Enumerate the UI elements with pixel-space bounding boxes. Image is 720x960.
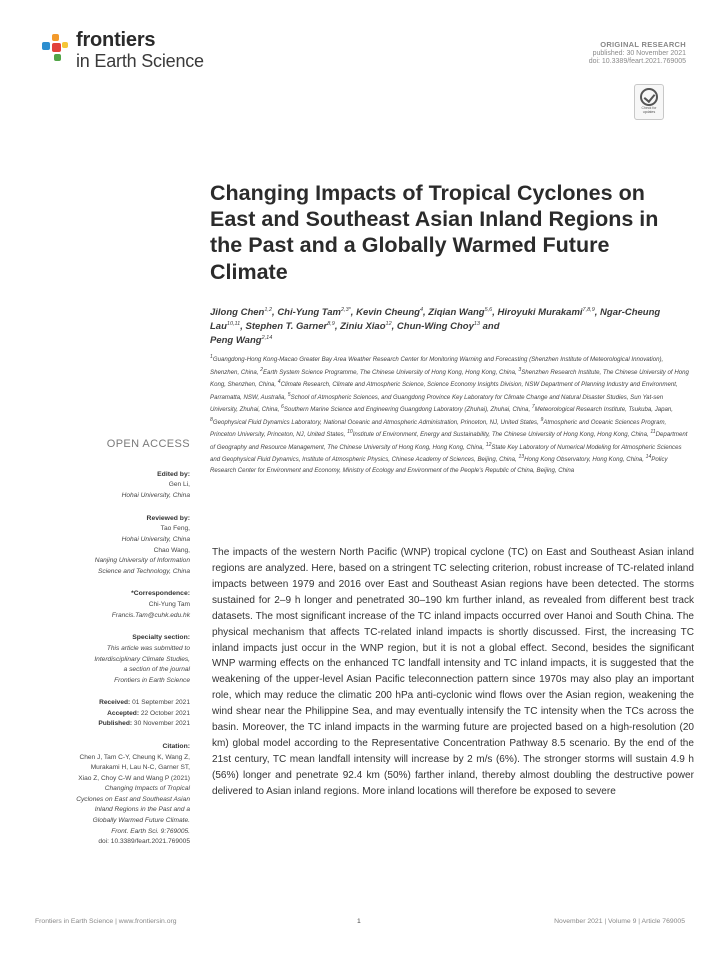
footer-journal-link[interactable]: Frontiers in Earth Science | www.frontiersin.org (35, 918, 177, 925)
citation-line: Globally Warmed Future Climate. (92, 817, 190, 824)
received-label: Received: (99, 699, 131, 707)
article-meta (589, 40, 686, 65)
author-name[interactable]: Ziniu Xiao (340, 320, 386, 332)
reviewed-by-block (36, 514, 190, 578)
affiliation-sup: 7 (531, 404, 535, 410)
author-affiliation-sup: 12 (385, 320, 392, 327)
specialty-section-block (36, 633, 190, 686)
author-affiliation-sup: 2,3* (341, 306, 351, 313)
dates-block (36, 698, 190, 730)
affiliation-sup: 2 (260, 366, 263, 373)
affiliation: Earth System Science Programme, The Chinese University of Hong Kong, Hong Kong, China, (262, 368, 517, 376)
article-info-sidebar (36, 436, 190, 848)
affiliation-sup: 11 (650, 429, 656, 435)
citation-line: Chen J, Tam C-Y, Cheung K, Wang Z, (79, 753, 190, 761)
accepted-date (36, 709, 190, 720)
author-affiliation-sup: 5,6 (484, 306, 493, 313)
received-value: 01 September 2021 (132, 699, 190, 707)
author-name[interactable]: Ngar-Cheung Lau (210, 307, 661, 332)
affiliations (210, 353, 692, 476)
affiliation: School of Atmospheric Sciences, and Guangdong Province Key Laboratory for Climate Change and Natural Disaster Studies, Sun Yat-sen University, Zhuhai, China, (210, 393, 664, 414)
correspondence-name: Chi-Yung Tam (148, 601, 190, 609)
author-name[interactable]: Jilong Chen (210, 307, 265, 318)
citation-line: Murakami H, Lau N-C, Garner ST, (90, 764, 190, 772)
editor-name: Gen Li, (168, 481, 190, 489)
affiliation: Policy Research Center for Environment and Economy, Ministry of Ecology and Environment of the People's Republic of China, Beijing, China (210, 456, 668, 474)
specialty-line: This article was submitted to (106, 645, 190, 653)
specialty-section-label: Specialty section: (132, 634, 190, 642)
abstract: The impacts of the western North Pacific (WNP) tropical cyclone (TC) on East and Southeast Asian inland regions are analyzed. Here, based on a stringent TC selecting criterion, robust increase of TC-related inland impacts between 1979 and 2016 over East and Southeast Asian regions have been detected. The storms sustained for 2–9 h longer and penetrated 30–190 km further inland, as revealed from different best track datasets. The most significant increase of the TC inland impacts occurred over Hanoi and South China. The physical mechanism that affects TC-related inland impacts is shortly discussed. First, the increasing TC inland impacts just occur in the WNP region, but it is not a global effect. Second, besides the significant WNP warming effects on the enhanced TC landfall intensity and TC inland impacts, it is suggested that the weakening of the upper-level Asian Pacific teleconnection pattern since 1970s may also play an important role, which may reduce the climatic 200 hPa anti-cyclonic wind flows over the Asian region, weakening the wind shear near the Philippine Sea, and may eventually intensify the TC intensity when the TCs across the basin. Moreover, the TC inland impacts in the warming future are projected based on a high-resolution (20 km) global model according to the Representative Concentration Pathway 8.5 scenario. By the end of the 21st century, TC mean landfall intensity will increase by 2 m/s (6%). The stronger storms will sustain 4.9 h (56%) longer and penetrate 92.4 km (50%) farther inland, thereby almost doubling the destructive power delivered to Asian inland regions. More inland locations will therefore be exposed to severe (212, 547, 694, 797)
affiliation-sup: 3 (518, 366, 522, 373)
citation-line: Changing Impacts of Tropical (104, 785, 190, 793)
reviewer-name: Chao Wang, (153, 546, 190, 554)
author-affiliation-sup: 1,2 (264, 306, 273, 313)
specialty-line: Frontiers in Earth Science (114, 676, 190, 684)
affiliation: Department of Geography and Resource Management, The Chinese University of Hong Kong, Hong Kong, China, (210, 431, 688, 451)
reviewer-affiliation: Nanjing University of Information (94, 557, 190, 565)
author-name[interactable]: Kevin Cheung (356, 307, 420, 318)
published-value: 30 November 2021 (133, 720, 190, 728)
article-title: Changing Impacts of Tropical Cyclones on East and Southeast Asian Inland Regions in the Past and a Globally Warmed Future Climate (210, 181, 659, 284)
affiliation-sup: 9 (540, 416, 544, 423)
published-date-sidebar (36, 719, 190, 730)
affiliation: State Key Laboratory of Numerical Modeling for Atmospheric Sciences and Geophysical Fluid Dynamics, Institute of Atmospheric Physics, Chinese Academy of Sciences, Beijing, China, (210, 443, 682, 464)
correspondence-block (36, 589, 190, 621)
author-affiliation-sup: 7,8,9 (582, 306, 595, 313)
published-date: published: 30 November 2021 (592, 50, 686, 57)
author-name[interactable]: Peng Wang (210, 334, 262, 346)
affiliation-sup: 14 (645, 454, 652, 460)
check-updates-icon (640, 88, 658, 106)
affiliation-sup: 4 (277, 379, 281, 385)
author-affiliation-sup: 2,14 (261, 334, 273, 341)
journal-logo[interactable] (40, 30, 220, 74)
frontiers-logo-icon (40, 32, 70, 62)
accepted-label: Accepted: (107, 709, 140, 717)
author-name[interactable]: Stephen T. Garner (245, 320, 328, 332)
correspondence-label: *Correspondence: (131, 590, 190, 598)
affiliation-sup: 8 (210, 416, 213, 423)
affiliation: Shenzhen Research Institute, The Chinese University of Hong Kong, Shenzhen, China, (210, 368, 689, 389)
reviewer-affiliation: Hohai University, China (121, 535, 190, 543)
author-affiliation-sup: 10,11 (226, 320, 241, 327)
citation-line: Inland Regions in the Past and a (94, 806, 190, 814)
open-access-label: OPEN ACCESS (106, 438, 190, 450)
affiliation-sup: 5 (287, 391, 291, 398)
check-updates-label: Check for updates (641, 106, 657, 114)
authors-and: and (482, 320, 500, 332)
received-date (36, 698, 190, 709)
correspondence-email[interactable]: Francis.Tam@cuhk.edu.hk (111, 611, 190, 619)
citation-block (36, 742, 190, 848)
affiliation-sup: 6 (281, 404, 284, 410)
article-type: ORIGINAL RESEARCH (600, 40, 686, 49)
page-number: 1 (357, 918, 361, 925)
editor-affiliation: Hohai University, China (121, 492, 190, 500)
affiliation: Southern Marine Science and Engineering Guangdong Laboratory (Zhuhai), Zhuhai, China, (283, 406, 531, 414)
affiliation: Climate Research, Climate and Atmospheric Science, Science Economy Insights Division, NSW Department of Planning Industry and Environment, Parramatta, NSW, Australia, (210, 381, 678, 401)
edited-by-block (36, 470, 190, 502)
logo-journal-name: in Earth Science (76, 51, 204, 71)
author-name[interactable]: Chi-Yung Tam (277, 307, 341, 318)
author-name[interactable]: Ziqian Wang (428, 307, 485, 318)
citation-line: Xiao Z, Choy C-W and Wang P (2021) (78, 774, 190, 782)
affiliation-sup: 10 (347, 429, 353, 435)
affiliation: Atmospheric and Oceanic Sciences Program, Princeton University, Princeton, NJ, United States, (210, 418, 667, 439)
affiliation-sup: 12 (485, 441, 492, 448)
check-for-updates-button[interactable] (634, 84, 664, 120)
affiliation-sup: 13 (518, 454, 525, 460)
accepted-value: 22 October 2021 (140, 709, 190, 717)
specialty-line: a section of the journal (123, 666, 190, 674)
logo-name: frontiers (76, 29, 156, 51)
citation-line: Front. Earth Sci. 9:769005. (111, 827, 190, 835)
citation-label: Citation: (162, 742, 190, 750)
affiliation: Hong Kong Observatory, Hong Kong, China, (524, 456, 644, 464)
affiliation: Guangdong-Hong Kong-Macao Greater Bay Area Weather Research Center for Monitoring Warning and Forecasting (Shenzhen Institute of Meteorological Innovation), Shenzhen, China, (210, 356, 664, 376)
author-affiliation-sup: 4 (419, 306, 424, 313)
author-affiliation-sup: 13 (473, 320, 480, 327)
author-affiliation-sup: 8,9 (327, 320, 335, 327)
affiliation-sup: 1 (210, 354, 213, 360)
reviewer-name: Tao Feng, (160, 525, 190, 533)
citation-line: Cyclones on East and Southeast Asian (76, 795, 190, 803)
footer-issue-info: November 2021 | Volume 9 | Article 769005 (554, 918, 685, 925)
author-list: Jilong Chen$^{1,2}$, Chi-Yung Tam$^{2,3*}$, Kevin Cheung$^4$, Ziqian Wang$^{5,6}$, Hiroyuki Murakami$^{7,8,9}$, Ngar-Cheung Lau$^{10,11}$, Stephen T. Garner$^{8,9}$, Ziniu Xiao$^{12}$, Chun-Wing Choy$^{13}$ and Peng Wang$^{2,14}$ (210, 306, 661, 346)
citation-doi[interactable]: doi: 10.3389/feart.2021.769005 (98, 838, 190, 846)
reviewer-affiliation: Science and Technology, China (97, 567, 190, 575)
doi-link[interactable]: doi: 10.3389/feart.2021.769005 (588, 58, 686, 65)
author-name[interactable]: Hiroyuki Murakami (497, 307, 583, 318)
affiliation: Meteorological Research Institute, Tsukuba, Japan, (534, 406, 673, 414)
affiliation: Geophysical Fluid Dynamics Laboratory, National Oceanic and Atmospheric Administration, Princeton, NJ, United States, (212, 418, 539, 426)
edited-by-label: Edited by: (157, 470, 190, 478)
reviewed-by-label: Reviewed by: (146, 514, 190, 522)
author-name[interactable]: Chun-Wing Choy (396, 320, 474, 332)
affiliation: Institute of Environment, Energy and Sustainability, The Chinese University of Hong Kong, Hong Kong, China, (352, 431, 649, 439)
published-label: Published: (98, 720, 133, 728)
specialty-line: Interdisciplinary Climate Studies, (94, 655, 190, 663)
